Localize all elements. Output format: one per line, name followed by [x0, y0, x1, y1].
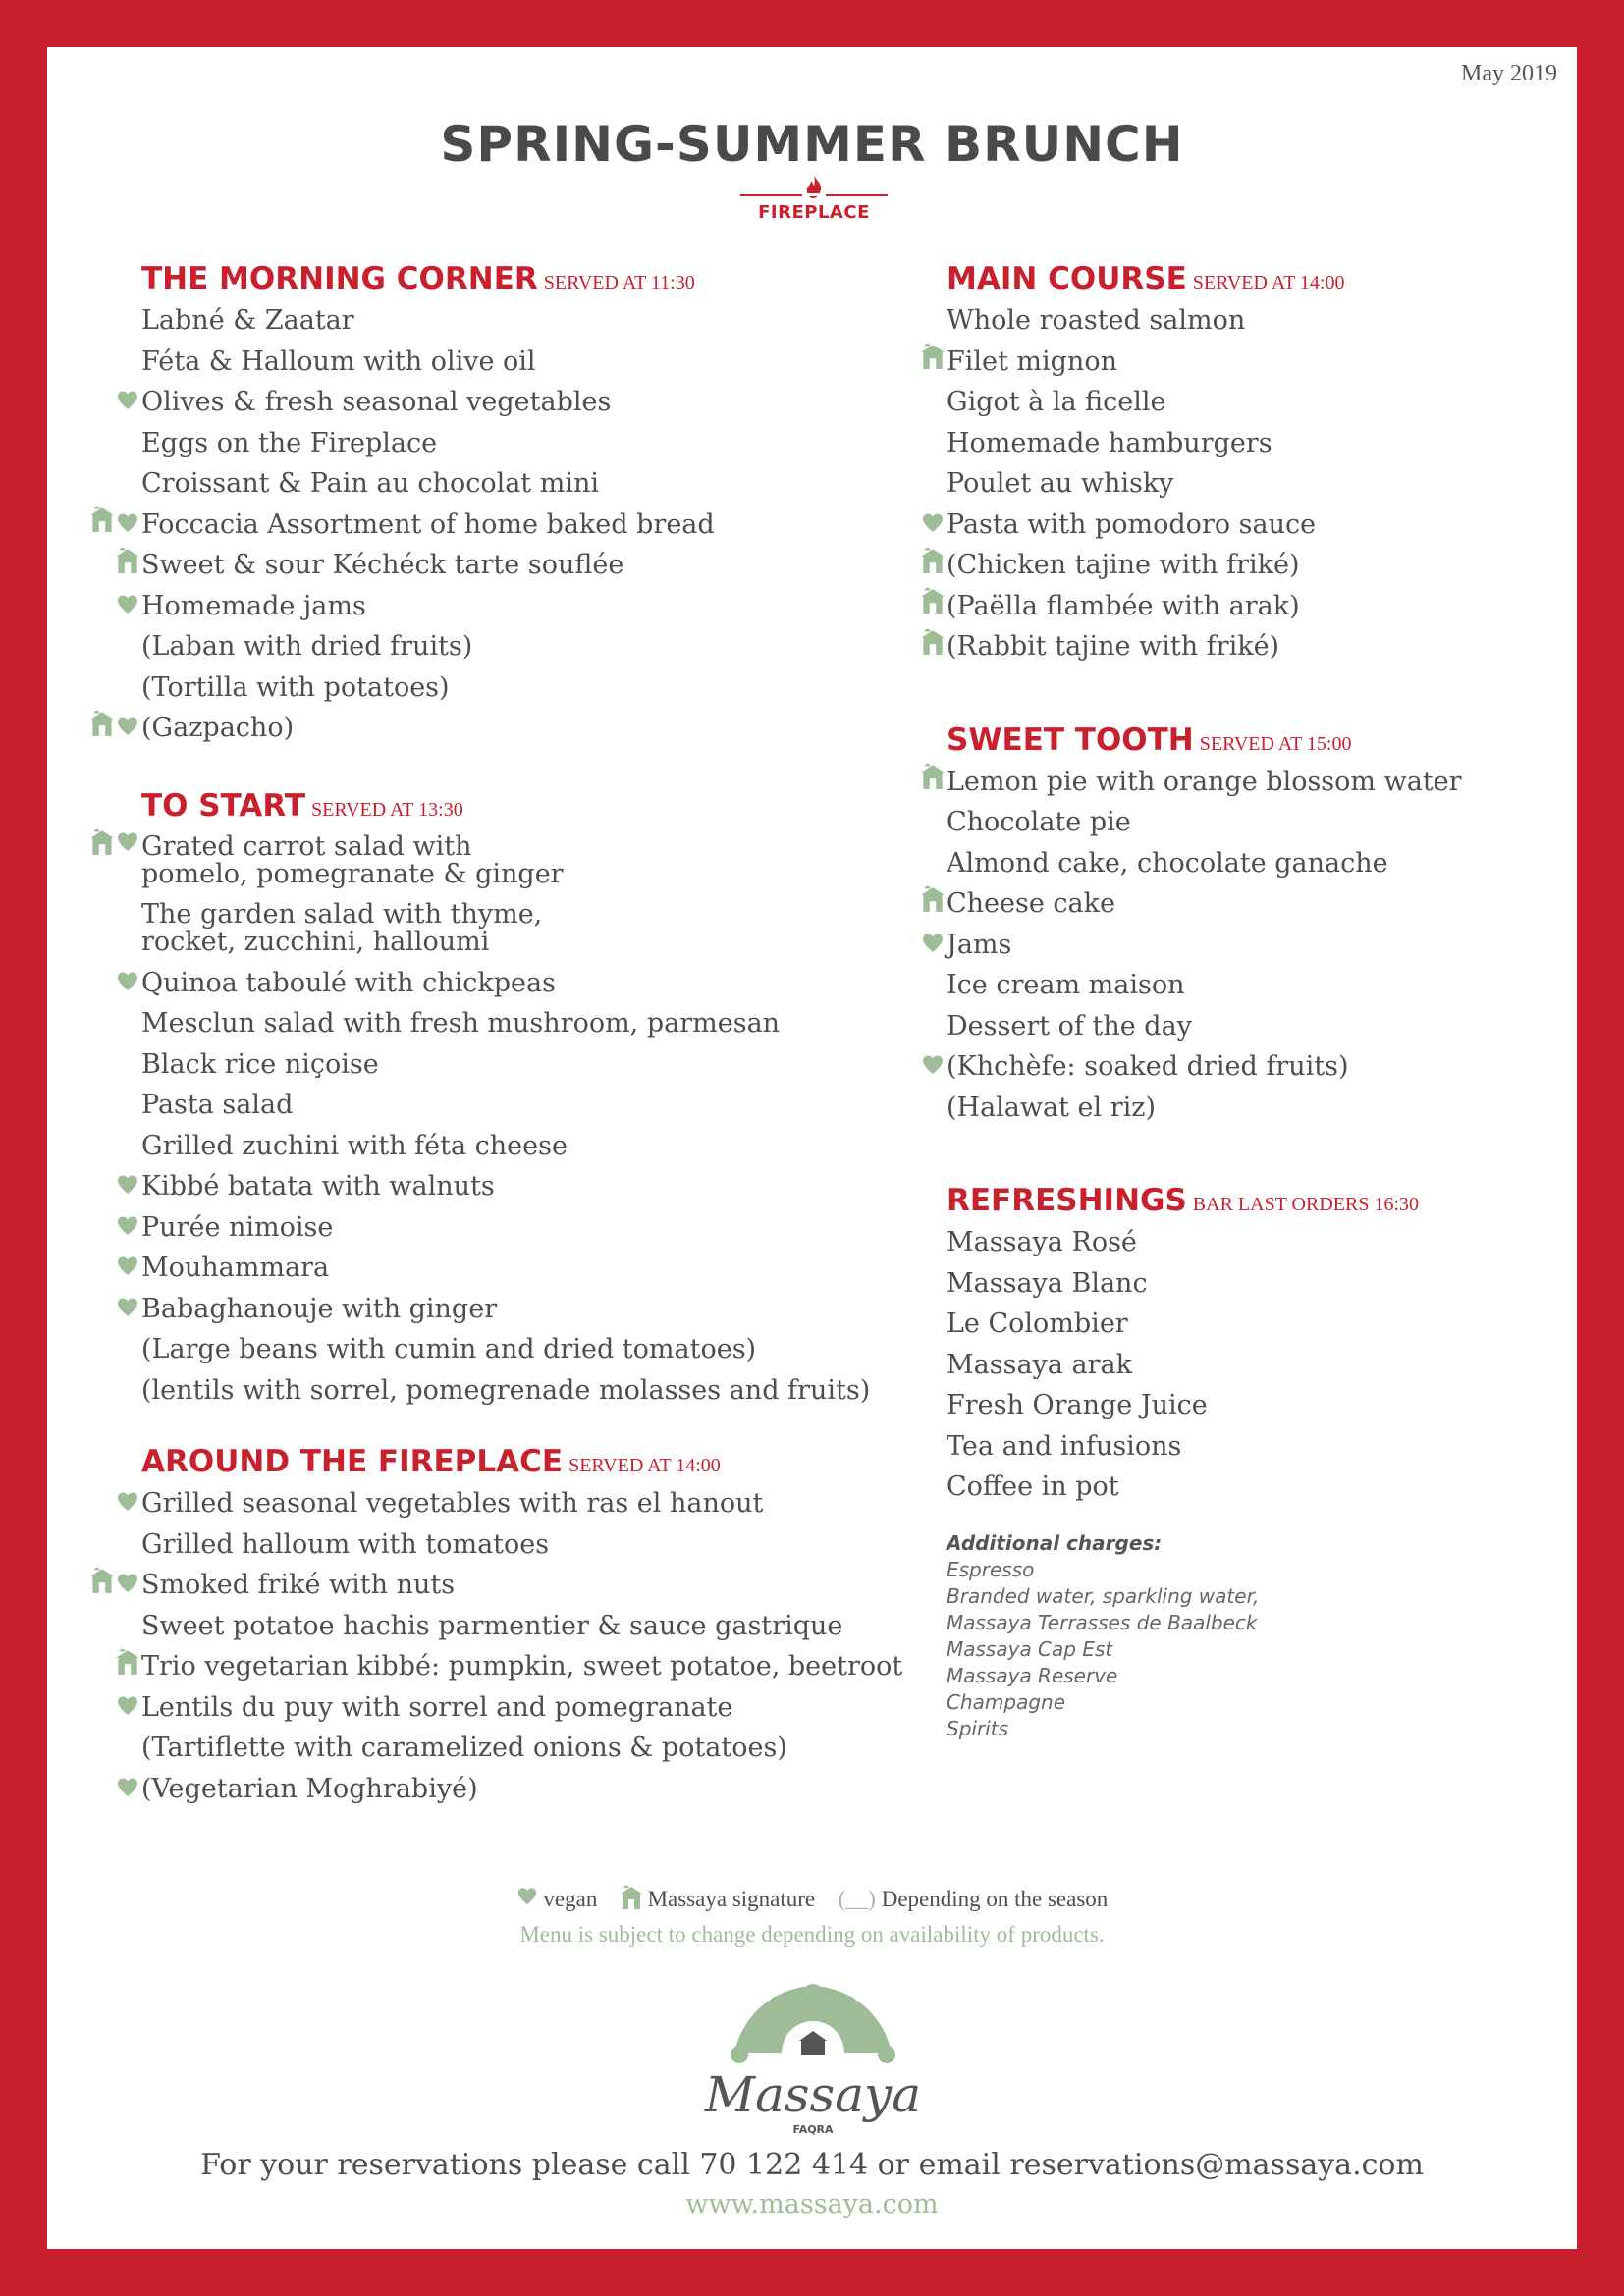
item-icons	[116, 1166, 141, 1207]
menu-item-text: Féta & Halloum with olive oil	[141, 346, 536, 377]
menu-item-text: Kibbé batata with walnuts	[141, 1171, 495, 1201]
menu-item	[141, 1126, 960, 1167]
section-served-time: SERVED AT 13:30	[310, 798, 463, 821]
item-icons	[921, 545, 947, 586]
menu-section	[882, 1179, 1569, 1508]
menu-section	[882, 719, 1569, 1129]
menu-item-text: Homemade jams	[141, 590, 366, 621]
menu-item-text: Dessert of the day	[947, 1010, 1192, 1041]
menu-item	[141, 1687, 960, 1729]
item-icons	[116, 382, 141, 423]
vegan-heart-icon	[116, 1248, 139, 1289]
item-icons	[945, 382, 947, 423]
vegan-heart-icon	[921, 505, 945, 546]
item-icons	[945, 1222, 947, 1263]
menu-item	[141, 1248, 960, 1289]
vegan-heart-icon	[116, 1565, 139, 1606]
menu-item	[141, 342, 960, 383]
menu-item	[947, 1304, 1569, 1345]
vegan-heart-icon	[116, 586, 139, 627]
item-icons	[139, 895, 141, 929]
item-icons	[139, 1329, 141, 1370]
menu-item	[141, 1524, 960, 1566]
menu-item-text: Grilled seasonal vegetables with ras el hanout	[141, 1488, 764, 1519]
menu-item-text: Croissant & Pain au chocolat mini	[141, 468, 600, 499]
menu-item	[141, 828, 573, 895]
additional-charges	[947, 1529, 1569, 1742]
menu-item	[141, 1003, 960, 1044]
menu-page	[47, 47, 1577, 2249]
item-icons	[139, 423, 141, 464]
item-icons	[139, 342, 141, 383]
menu-item	[141, 505, 960, 546]
menu-item-text: Black rice niçoise	[141, 1048, 379, 1080]
menu-item	[947, 1088, 1569, 1129]
item-icons	[116, 1769, 141, 1810]
menu-item-text: (Gazpacho)	[141, 713, 295, 743]
menu-item	[141, 708, 960, 749]
vegan-heart-icon	[116, 1166, 139, 1207]
menu-item-text: Poulet au whisky	[947, 468, 1174, 499]
menu-item	[947, 883, 1569, 925]
menu-item	[947, 1467, 1569, 1508]
menu-item-text: (Rabbit tajine with friké)	[947, 631, 1280, 662]
menu-item-text: Trio vegetarian kibbé: pumpkin, sweet potatoe, beetroot	[141, 1651, 903, 1682]
menu-item	[947, 1385, 1569, 1426]
section-served-time: SERVED AT 15:00	[1199, 732, 1352, 755]
menu-item-text: Lentils du puy with sorrel and pomegranate	[141, 1691, 733, 1723]
item-icons	[945, 1467, 947, 1508]
menu-item	[947, 463, 1569, 505]
additional-charge-item: Massaya Cap Est	[947, 1636, 1113, 1661]
menu-section	[77, 784, 960, 1412]
vegan-heart-icon	[921, 925, 945, 966]
menu-item	[947, 1006, 1569, 1047]
vegan-heart-icon	[116, 1769, 139, 1810]
item-icons	[921, 586, 947, 627]
signature-house-icon	[116, 1646, 139, 1688]
item-icons	[139, 1003, 141, 1044]
menu-item-text: Coffee in pot	[947, 1471, 1119, 1502]
menu-item-text: Ice cream maison	[947, 970, 1185, 1000]
additional-charges-title: Additional charges:	[947, 1530, 1163, 1555]
menu-item-text: Lemon pie with orange blossom water	[947, 766, 1462, 797]
menu-item	[141, 1329, 960, 1370]
menu-item	[141, 545, 960, 586]
menu-item	[141, 1370, 960, 1412]
item-icons	[139, 1126, 141, 1167]
menu-item-text: Sweet & sour Kéchéck tarte souflée	[141, 550, 624, 580]
vegan-heart-icon	[116, 1289, 139, 1330]
item-icons	[945, 1426, 947, 1468]
menu-item	[141, 463, 960, 505]
menu-item-text: Cheese cake	[947, 888, 1115, 919]
menu-date: May 2019	[1461, 61, 1557, 86]
item-icons	[139, 1728, 141, 1769]
item-icons	[116, 1646, 141, 1687]
item-icons	[139, 1606, 141, 1647]
legend-season-label: Depending on the season	[881, 1887, 1109, 1911]
menu-item-text: Filet mignon	[947, 346, 1117, 377]
menu-item-text: Smoked friké with nuts	[141, 1570, 456, 1600]
menu-item	[141, 382, 960, 423]
menu-item	[141, 1769, 960, 1810]
menu-item-text: Massaya Blanc	[947, 1267, 1148, 1299]
item-icons	[921, 883, 947, 925]
menu-item-text: (Large beans with cumin and dried tomatoes)	[141, 1334, 757, 1364]
menu-item	[947, 1263, 1569, 1305]
section-title: TO START	[141, 787, 305, 824]
menu-item	[947, 1345, 1569, 1386]
menu-item-text: Labné & Zaatar	[141, 305, 354, 336]
menu-item-text: Grated carrot salad with pomelo, pomegranate & ginger	[141, 830, 564, 889]
availability-notice: Menu is subject to change depending on availability of products.	[519, 1922, 1105, 1947]
reservation-contact: For your reservations please call 70 122 414 or email reservations@massaya.com	[200, 2148, 1424, 2182]
menu-item	[947, 545, 1569, 586]
item-icons	[139, 626, 141, 667]
menu-item-text: Mesclun salad with fresh mushroom, parmesan	[141, 1008, 781, 1039]
additional-charge-item: Branded water, sparkling water,	[947, 1583, 1260, 1608]
menu-item	[141, 963, 960, 1004]
menu-item	[947, 1046, 1569, 1088]
vegan-heart-icon	[116, 708, 139, 749]
menu-item	[141, 1483, 960, 1524]
menu-item	[947, 342, 1569, 383]
item-icons	[116, 586, 141, 627]
logo-wordmark: Massaya	[704, 2066, 922, 2123]
menu-item-text: Fresh Orange Juice	[947, 1390, 1208, 1420]
menu-item	[947, 382, 1569, 423]
menu-item	[141, 1646, 960, 1687]
item-icons	[139, 300, 141, 342]
website-link[interactable]: www.massaya.com	[685, 2189, 939, 2219]
section-served-time: BAR LAST ORDERS 16:30	[1192, 1194, 1420, 1215]
menu-item-text: Mouhammara	[141, 1253, 330, 1283]
menu-item	[141, 300, 960, 342]
menu-item	[947, 626, 1569, 667]
signature-house-icon	[90, 827, 114, 862]
menu-item	[141, 586, 960, 627]
section-title: THE MORNING CORNER	[141, 261, 538, 296]
item-icons	[139, 1524, 141, 1566]
menu-section	[77, 1440, 960, 1809]
item-icons	[139, 1370, 141, 1412]
menu-subtitle: FIREPLACE	[758, 202, 870, 223]
section-header	[141, 257, 960, 300]
menu-item	[947, 762, 1569, 803]
item-icons	[90, 828, 141, 861]
menu-item-text: Pasta salad	[141, 1090, 294, 1120]
menu-item	[947, 505, 1569, 546]
signature-house-icon	[921, 585, 945, 627]
menu-item	[947, 1222, 1569, 1263]
item-icons	[116, 1207, 141, 1249]
menu-item	[141, 1044, 960, 1086]
menu-item-text: (Chicken tajine with friké)	[947, 550, 1300, 580]
item-icons	[945, 1006, 947, 1047]
signature-house-icon	[90, 1565, 114, 1607]
flame-icon	[800, 173, 828, 200]
menu-item-text: Chocolate pie	[947, 807, 1131, 837]
section-header	[141, 1440, 960, 1483]
item-icons	[945, 1304, 947, 1345]
menu-item	[947, 965, 1569, 1006]
menu-item	[141, 423, 960, 464]
item-icons	[945, 463, 947, 505]
menu-item-text: Homemade hamburgers	[947, 427, 1272, 458]
signature-house-icon	[621, 1891, 648, 1915]
item-icons	[921, 762, 947, 803]
menu-item-text: Grilled zuchini with féta cheese	[141, 1130, 568, 1161]
item-icons	[116, 1483, 141, 1524]
menu-item	[141, 667, 960, 709]
item-icons	[945, 843, 947, 884]
menu-title: SPRING-SUMMER BRUNCH	[440, 116, 1184, 173]
signature-house-icon	[90, 708, 114, 750]
menu-item	[141, 1289, 960, 1330]
legend-signature-label: Massaya signature	[647, 1887, 816, 1911]
item-icons	[945, 423, 947, 464]
menu-item-text: (Paëlla flambée with arak)	[947, 590, 1300, 621]
menu-item-text: Purée nimoise	[141, 1211, 334, 1243]
logo-subtext: FAQRA	[792, 2123, 834, 2136]
item-icons	[116, 1248, 141, 1289]
item-icons	[921, 342, 947, 383]
additional-charge-item: Champagne	[947, 1689, 1066, 1714]
item-icons	[90, 1565, 141, 1606]
item-icons	[139, 1085, 141, 1126]
legend	[47, 1883, 1577, 1916]
additional-charge-item: Spirits	[947, 1716, 1008, 1740]
legend-season-symbol: (__)	[838, 1887, 876, 1911]
menu-item-text: Grilled halloum with tomatoes	[141, 1528, 550, 1560]
item-icons	[90, 708, 141, 749]
vegan-heart-icon	[116, 963, 139, 1004]
menu-item-text: Tea and infusions	[947, 1430, 1182, 1462]
additional-charge-item: Espresso	[947, 1557, 1035, 1581]
menu-item-text: (Tortilla with potatoes)	[141, 671, 450, 703]
signature-house-icon	[921, 883, 945, 926]
section-title: MAIN COURSE	[947, 261, 1187, 296]
additional-charges-list	[947, 1557, 1569, 1742]
vegan-heart-icon	[516, 1888, 544, 1912]
right-sections	[882, 257, 1569, 1508]
menu-item-text: Almond cake, chocolate ganache	[947, 847, 1388, 879]
menu-item	[141, 1606, 960, 1647]
menu-item-text: (Laban with dried fruits)	[141, 631, 473, 662]
menu-item-text: The garden salad with thyme, rocket, zucchini, halloumi	[141, 898, 543, 957]
menu-item	[947, 925, 1569, 966]
menu-item	[141, 895, 573, 963]
item-icons	[945, 965, 947, 1006]
vegan-heart-icon	[116, 1207, 139, 1249]
section-served-time: SERVED AT 14:00	[1192, 272, 1345, 294]
item-icons	[945, 1263, 947, 1305]
signature-house-icon	[921, 761, 945, 803]
menu-item	[947, 802, 1569, 843]
section-title: AROUND THE FIREPLACE	[141, 1444, 564, 1479]
menu-item	[947, 1426, 1569, 1468]
vegan-heart-icon	[116, 1687, 139, 1729]
menu-item-text: Jams	[947, 929, 1012, 960]
left-column	[77, 257, 960, 1809]
item-icons	[921, 925, 947, 966]
menu-item-text: Olives & fresh seasonal vegetables	[141, 387, 612, 417]
item-icons	[945, 1385, 947, 1426]
item-icons	[945, 1088, 947, 1129]
section-title: REFRESHINGS	[947, 1183, 1187, 1218]
menu-item	[141, 1085, 960, 1126]
menu-item	[141, 1728, 960, 1769]
menu-section	[882, 257, 1569, 667]
menu-item-text: Babaghanouje with ginger	[141, 1293, 498, 1324]
item-icons	[945, 1345, 947, 1386]
item-icons	[139, 1044, 141, 1086]
menu-item	[947, 423, 1569, 464]
menu-item-text: (Khchèfe: soaked dried fruits)	[947, 1051, 1349, 1082]
item-icons	[921, 626, 947, 667]
right-column	[882, 257, 1569, 1742]
menu-section	[77, 257, 960, 749]
item-icons	[921, 505, 947, 546]
menu-item	[141, 1565, 960, 1606]
menu-item-text: Pasta with pomodoro sauce	[947, 508, 1317, 540]
menu-item-text: Sweet potatoe hachis parmentier & sauce gastrique	[141, 1610, 843, 1641]
signature-house-icon	[116, 545, 139, 587]
legend-vegan-label: vegan	[543, 1887, 598, 1911]
vegan-heart-icon	[921, 1046, 945, 1088]
signature-house-icon	[90, 504, 114, 546]
item-icons	[116, 963, 141, 1004]
additional-charge-item: Massaya Reserve	[947, 1663, 1118, 1687]
item-icons	[139, 667, 141, 709]
signature-house-icon	[921, 545, 945, 587]
item-icons	[945, 300, 947, 342]
menu-item-text: Le Colombier	[947, 1308, 1128, 1339]
menu-item	[947, 586, 1569, 627]
section-title: SWEET TOOTH	[947, 721, 1194, 758]
massaya-logo	[695, 1976, 931, 2172]
menu-item	[141, 1166, 960, 1207]
menu-item	[141, 626, 960, 667]
item-icons	[116, 1289, 141, 1330]
menu-item-text: (Vegetarian Moghrabiyé)	[141, 1773, 478, 1804]
signature-house-icon	[921, 341, 945, 383]
menu-item	[947, 843, 1569, 884]
menu-item-text: (lentils with sorrel, pomegrenade molasses and fruits)	[141, 1374, 871, 1406]
menu-item-text: (Tartiflette with caramelized onions & potatoes)	[141, 1733, 787, 1763]
section-header	[947, 719, 1569, 762]
menu-item	[947, 300, 1569, 342]
menu-item-text: Massaya Rosé	[947, 1227, 1137, 1257]
vegan-heart-icon	[116, 505, 139, 546]
item-icons	[116, 1687, 141, 1729]
menu-item-text: Whole roasted salmon	[947, 305, 1246, 336]
menu-item-text: Quinoa taboulé with chickpeas	[141, 967, 556, 998]
item-icons	[90, 505, 141, 546]
item-icons	[116, 545, 141, 586]
vegan-heart-icon	[116, 382, 139, 423]
menu-item-text: Gigot à la ficelle	[947, 387, 1166, 417]
item-icons	[139, 463, 141, 505]
menu-item-text: Eggs on the Fireplace	[141, 427, 438, 458]
menu-item-text: Massaya arak	[947, 1349, 1132, 1380]
fireplace-emblem	[740, 173, 888, 271]
item-icons	[921, 1046, 947, 1088]
section-header	[947, 1179, 1569, 1222]
additional-charge-item: Massaya Terrasses de Baalbeck	[947, 1610, 1258, 1634]
vegan-heart-icon	[116, 1483, 139, 1524]
menu-item-text: (Halawat el riz)	[947, 1092, 1157, 1123]
section-header	[141, 784, 960, 828]
section-served-time: SERVED AT 11:30	[543, 272, 695, 294]
vegan-heart-icon	[116, 830, 139, 858]
menu-item	[141, 1207, 960, 1249]
section-served-time: SERVED AT 14:00	[568, 1455, 721, 1476]
menu-item-text: Foccacia Assortment of home baked bread	[141, 508, 715, 540]
section-header	[947, 257, 1569, 300]
signature-house-icon	[921, 626, 945, 668]
item-icons	[945, 802, 947, 843]
